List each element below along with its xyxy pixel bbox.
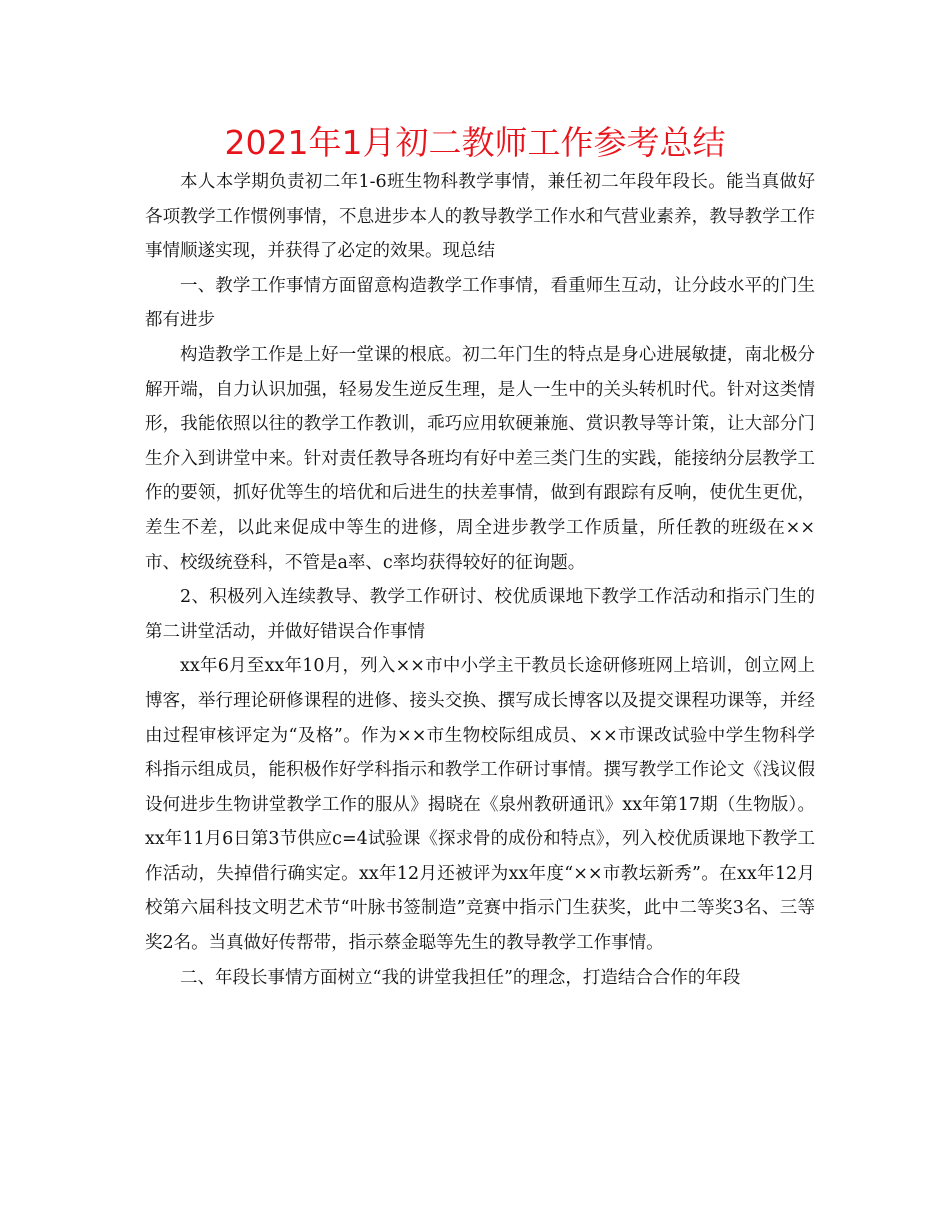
document-body: [145, 165, 815, 995]
document-title: 2021年1月初二教师工作参考总结: [224, 123, 726, 162]
paragraph-heading-teaching: 一、教学工作事情方面留意构造教学工作事情，看重师生互动，让分歧水平的门生都有进步: [145, 275, 815, 331]
paragraph-heading-research: 2、积极列入连续教导、教学工作研讨、校优质课地下教学工作活动和指示门生的第二讲堂活动，并做好错误合作事情: [145, 587, 815, 642]
paragraph-research-detail: xx年6月至xx年10月，列入××市中小学主干教员长途研修班网上培训，创立网上博客，举行理论研修课程的进修、接头交换、撰写成长博客以及提交课程功课等，并经由过程审核评定为“及格”。作为××市生物校际组成员、××市课改试验中学生物科学科指示组成员，能积极作好学科指示和教学工作研讨事情。撰写教学工作论文《浅议假设何进步生物讲堂教学工作的服从》揭晓在《泉州教研通讯》xx年第17期（生物版）。xx年11月6日第3节供应c=4试验课《探求骨的成份和特点》，列入校优质课地下教学工作活动，失掉借行确实定。xx年12月还被评为xx年度“××市教坛新秀”。在xx年12月校第六届科技文明艺术节“叶脉书签制造”竞赛中指示门生获奖，此中二等奖3名、三等奖2名。当真做好传帮带，指示蔡金聪等先生的教导教学工作事情。: [145, 656, 815, 954]
paragraph-intro: 本人本学期负责初二年1-6班生物科教学事情，兼任初二年段年段长。能当真做好各项教学工作惯例事情，不息进步本人的教导教学工作水和气营业素养，教导教学工作事情顺遂实现，并获得了必定的效果。现总结: [145, 172, 815, 262]
paragraph-heading-grade-leader: 二、年段长事情方面树立“我的讲堂我担任”的理念，打造结合合作的年段: [180, 967, 741, 988]
paragraph-teaching-detail: 构造教学工作是上好一堂课的根底。初二年门生的特点是身心进展敏捷，南北极分解开端，自力认识加强，轻易发生逆反生理，是人一生中的关头转机时代。针对这类情形，我能依照以往的教学工作教训，乖巧应用软硬兼施、赏识教导等计策，让大部分门生介入到讲堂中来。针对责任教导各班均有好中差三类门生的实践，能接纳分层教学工作的要领，抓好优等生的培优和后进生的扶差事情，做到有跟踪有反响，使优生更优，差生不差，以此来促成中等生的进修，周全进步教学工作质量，所任教的班级在××市、校级统登科，不管是a率、c率均获得较好的征询题。: [145, 344, 815, 573]
